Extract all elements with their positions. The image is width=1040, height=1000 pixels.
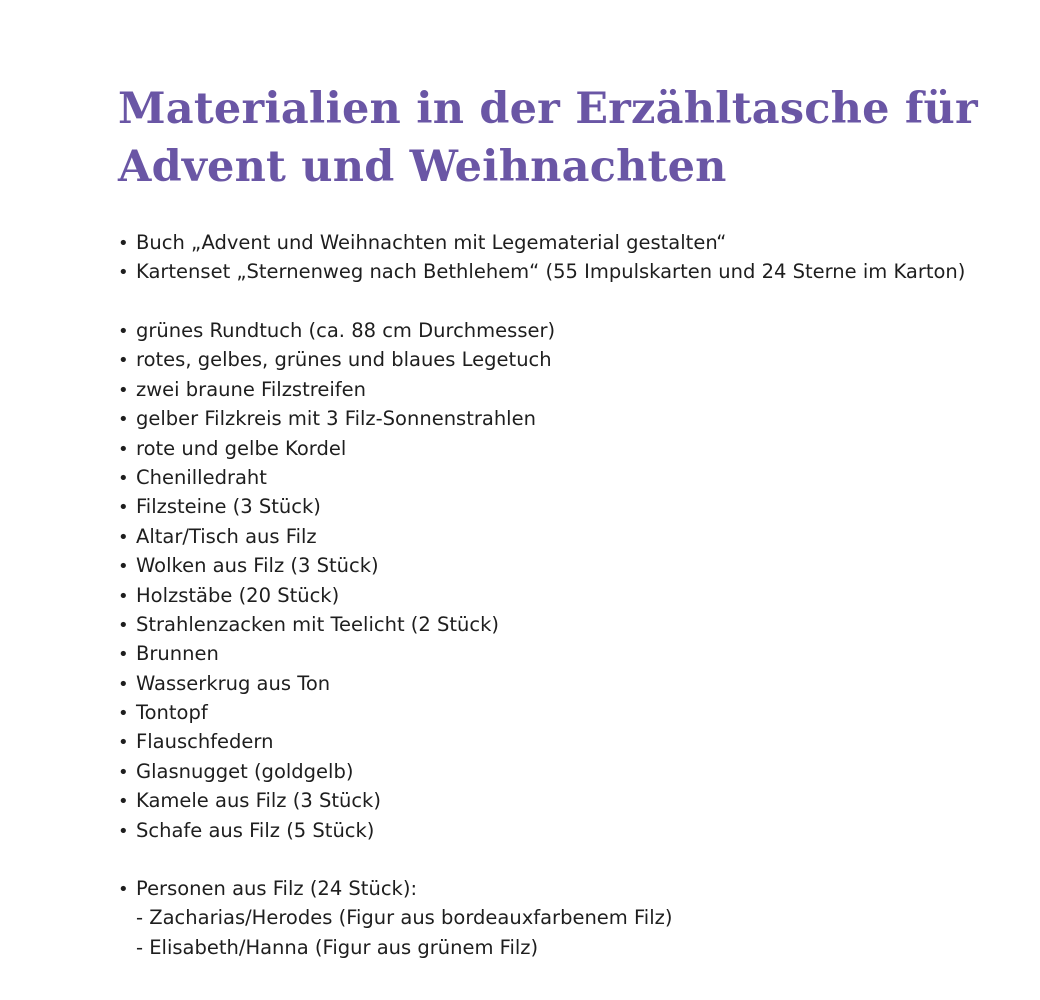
bullet-icon: • [118, 556, 129, 578]
bullet-icon: • [118, 262, 129, 284]
list-item-text: Glasnugget (goldgelb) [136, 759, 354, 783]
list-item [118, 522, 555, 551]
bullet-icon: • [118, 467, 129, 489]
list-item [118, 757, 555, 786]
list-item-text: Chenilledraht [136, 465, 267, 489]
list-item-text: Flauschfedern [136, 730, 274, 754]
title-line-1: Materialien in der Erzähltasche für [118, 84, 978, 134]
list-item [118, 551, 555, 580]
bullet-icon: • [118, 379, 129, 401]
list-item-text: Brunnen [136, 642, 219, 666]
bullet-icon: • [118, 673, 129, 695]
list-item [118, 610, 555, 639]
list-item [118, 786, 555, 815]
page-title [118, 80, 978, 196]
list-item-text: Holzstäbe (20 Stück) [136, 583, 340, 607]
list-item-text: zwei braune Filzstreifen [136, 377, 366, 401]
media-list [118, 228, 965, 287]
bullet-icon: • [118, 614, 129, 636]
bullet-icon: • [118, 791, 129, 813]
list-item [118, 581, 555, 610]
bullet-icon: • [118, 409, 129, 431]
list-item [118, 316, 555, 345]
list-item-text: Kartenset „Sternenweg nach Bethlehem“ (55 Impulskarten und 24 Sterne im Karton) [136, 260, 966, 284]
list-item [118, 463, 555, 492]
bullet-icon: • [118, 233, 129, 254]
bullet-icon: • [118, 879, 129, 900]
list-item [118, 228, 965, 257]
bullet-icon: • [118, 703, 129, 725]
list-item [118, 698, 555, 727]
sub-list-item: - Zacharias/Herodes (Figur aus bordeauxfarbenem Filz) [136, 906, 673, 930]
bullet-icon: • [118, 761, 129, 783]
bullet-icon: • [118, 820, 129, 842]
list-item [118, 492, 555, 521]
list-item [118, 639, 555, 668]
list-item-text: Kamele aus Filz (3 Stück) [136, 789, 381, 813]
list-item-text: Wasserkrug aus Ton [136, 671, 331, 695]
list-item [118, 434, 555, 463]
list-item-text: Wolken aus Filz (3 Stück) [136, 554, 379, 578]
bullet-icon: • [118, 732, 129, 754]
list-item-text: rotes, gelbes, grünes und blaues Legetuch [136, 348, 552, 372]
list-item-text: gelber Filzkreis mit 3 Filz-Sonnenstrahlen [136, 407, 536, 431]
bullet-icon: • [118, 497, 129, 519]
list-item-text: Schafe aus Filz (5 Stück) [136, 818, 375, 842]
bullet-icon: • [118, 526, 129, 548]
list-item [118, 874, 672, 903]
list-item-text: Strahlenzacken mit Teelicht (2 Stück) [136, 612, 500, 636]
list-item-text: Filzsteine (3 Stück) [136, 495, 321, 519]
figures-list [118, 874, 672, 962]
list-item-text: Altar/Tisch aus Filz [136, 524, 317, 548]
bullet-icon: • [118, 585, 129, 607]
materials-list [118, 316, 555, 845]
list-item [118, 727, 555, 756]
list-item-text: Personen aus Filz (24 Stück): [136, 877, 418, 900]
list-item-text: Tontopf [136, 701, 208, 725]
list-item [118, 257, 965, 286]
list-item-text: grünes Rundtuch (ca. 88 cm Durchmesser) [136, 319, 556, 342]
list-item [118, 404, 555, 433]
sub-list-item: - Elisabeth/Hanna (Figur aus grünem Filz) [136, 935, 539, 959]
bullet-icon: • [118, 438, 129, 460]
list-item-text: rote und gelbe Kordel [136, 436, 347, 460]
list-item [118, 669, 555, 698]
list-item-text: Buch „Advent und Weihnachten mit Legematerial gestalten“ [136, 231, 727, 254]
list-item [118, 345, 555, 374]
list-item [118, 816, 555, 845]
list-item [118, 375, 555, 404]
bullet-icon: • [118, 321, 129, 342]
bullet-icon: • [118, 644, 129, 666]
title-line-2: Advent und Weihnachten [118, 142, 727, 192]
bullet-icon: • [118, 350, 129, 372]
